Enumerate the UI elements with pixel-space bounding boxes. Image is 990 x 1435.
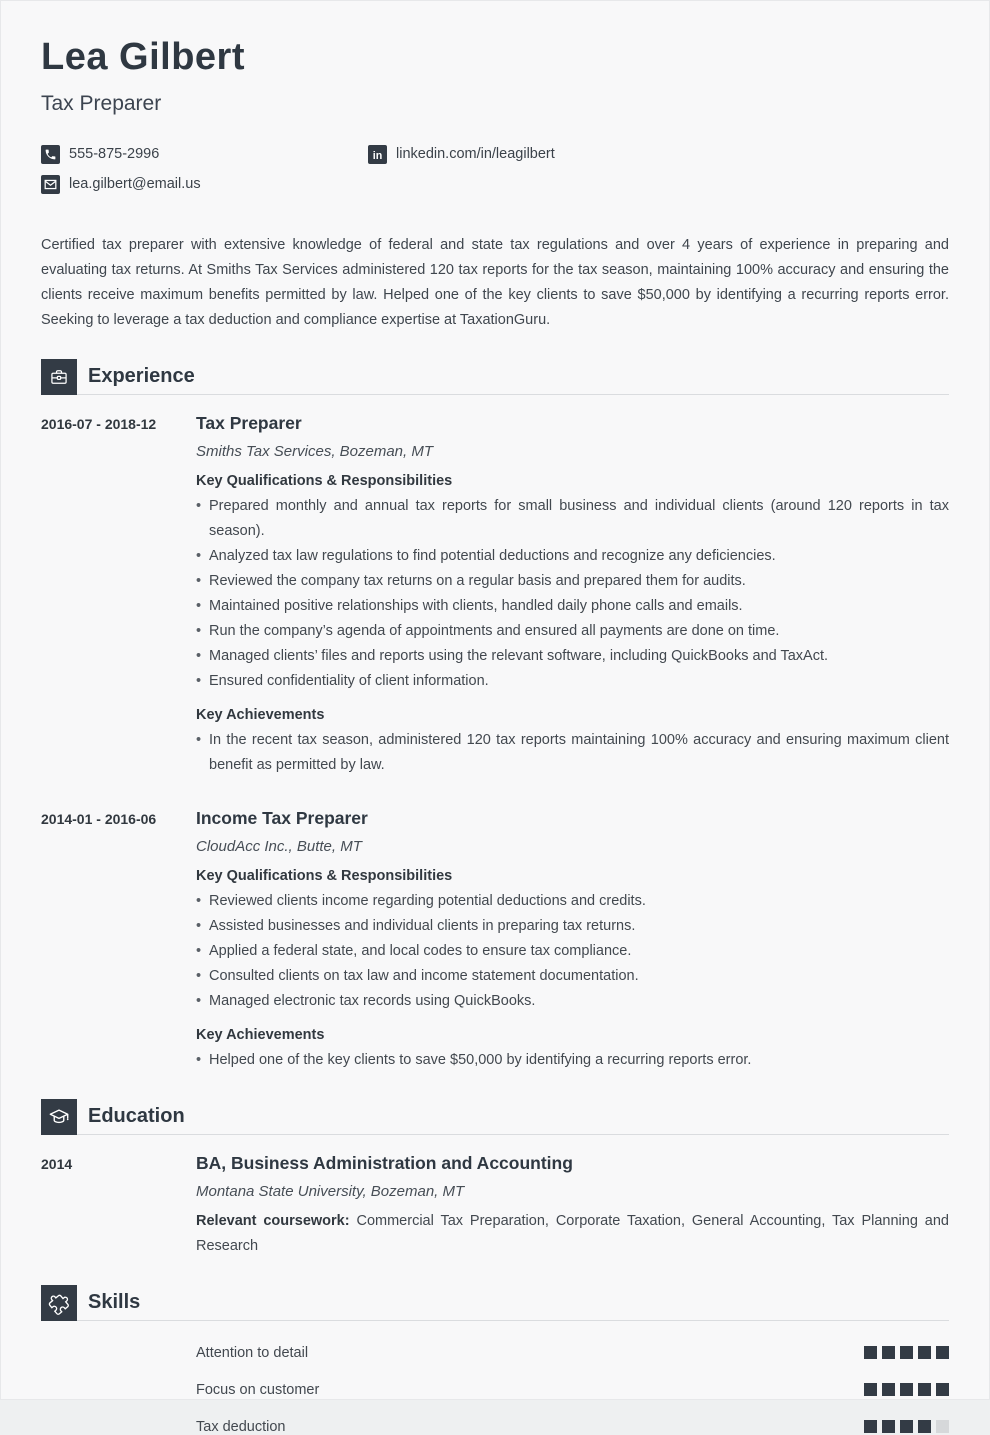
section-title-education: Education bbox=[77, 1099, 949, 1135]
skill-level-square bbox=[864, 1346, 877, 1359]
bullet-item: • Ensured confidentiality of client information. bbox=[196, 669, 949, 694]
contact-linkedin bbox=[368, 145, 949, 164]
bullet-item: • Prepared monthly and annual tax reports for small business and individual clients (around 120 reports in tax season). bbox=[196, 494, 949, 544]
email-icon bbox=[41, 175, 60, 194]
skill-level-square bbox=[882, 1420, 895, 1433]
job-title: Tax Preparer bbox=[196, 412, 302, 433]
job-dates: 2014-01 - 2016-06 bbox=[41, 810, 157, 827]
skill-level bbox=[864, 1346, 949, 1359]
skill-level bbox=[864, 1383, 949, 1396]
puzzle-piece-icon bbox=[41, 1285, 77, 1321]
responsibilities-label: Key Qualifications & Responsibilities bbox=[196, 472, 453, 489]
bullet-item: • Maintained positive relationships with clients, handled daily phone calls and emails. bbox=[196, 594, 949, 619]
bullet-item: • Analyzed tax law regulations to find potential deductions and recognize any deficiencies. bbox=[196, 544, 949, 569]
skill-level-square bbox=[882, 1346, 895, 1359]
email-address: lea.gilbert@email.us bbox=[69, 176, 201, 193]
responsibilities-label: Key Qualifications & Responsibilities bbox=[196, 867, 453, 884]
degree-title: BA, Business Administration and Accounting bbox=[196, 1152, 573, 1173]
skill-level bbox=[864, 1420, 949, 1433]
skill-level-square bbox=[936, 1346, 949, 1359]
section-header-experience bbox=[41, 359, 949, 395]
skill-label: Focus on customer bbox=[196, 1381, 320, 1398]
coursework-line bbox=[196, 1209, 949, 1259]
experience-entry-1 bbox=[41, 413, 949, 778]
bullet-item: • Applied a federal state, and local codes to ensure tax compliance. bbox=[196, 939, 949, 964]
skill-level-square bbox=[918, 1420, 931, 1433]
bullet-item: • Reviewed the company tax returns on a regular basis and prepared them for audits. bbox=[196, 569, 949, 594]
skill-row bbox=[196, 1419, 949, 1435]
bullet-item: • Managed clients’ files and reports using the relevant software, including QuickBooks and TaxAct. bbox=[196, 644, 949, 669]
skill-label: Tax deduction bbox=[196, 1418, 286, 1435]
skill-level-square bbox=[882, 1383, 895, 1396]
contact-info bbox=[41, 145, 949, 194]
achievements-list bbox=[196, 728, 949, 778]
job-title: Income Tax Preparer bbox=[196, 807, 368, 828]
job-dates: 2016-07 - 2018-12 bbox=[41, 415, 157, 432]
person-name: Lea Gilbert bbox=[41, 36, 245, 78]
bullet-item: • Managed electronic tax records using QuickBooks. bbox=[196, 989, 949, 1014]
section-title-skills: Skills bbox=[77, 1285, 949, 1321]
professional-summary: Certified tax preparer with extensive knowledge of federal and state tax regulations and over 4 years of experience in preparing and evaluating tax returns. At Smiths Tax Services administered 120 tax reports for the tax season, maintaining 100% accuracy and ensuring the clients receive maximum benefits permitted by law. Helped one of the key clients to save $50,000 by identifying a recurring reports error. Seeking to leverage a tax deduction and compliance expertise at TaxationGuru. bbox=[41, 236, 949, 328]
skill-level-square bbox=[900, 1420, 913, 1433]
achievements-label: Key Achievements bbox=[196, 1026, 325, 1043]
job-company: CloudAcc Inc., Butte, MT bbox=[196, 837, 362, 855]
responsibilities-list bbox=[196, 494, 949, 694]
skill-level-square bbox=[900, 1383, 913, 1396]
resume-header bbox=[41, 37, 949, 194]
contact-email bbox=[41, 175, 368, 194]
bullet-item: • Consulted clients on tax law and income statement documentation. bbox=[196, 964, 949, 989]
skill-label: Attention to detail bbox=[196, 1344, 309, 1361]
skill-level-square bbox=[936, 1420, 949, 1433]
skill-row bbox=[196, 1382, 949, 1398]
bullet-item: • Reviewed clients income regarding potential deductions and credits. bbox=[196, 889, 949, 914]
bullet-item: • Assisted businesses and individual clients in preparing tax returns. bbox=[196, 914, 949, 939]
education-entry bbox=[41, 1153, 949, 1259]
person-job-title: Tax Preparer bbox=[41, 91, 162, 115]
coursework-text: Commercial Tax Preparation, Corporate Taxation, General Accounting, Tax Planning and Research bbox=[196, 1212, 949, 1254]
bullet-item: • Run the company’s agenda of appointments and ensured all payments are done on time. bbox=[196, 619, 949, 644]
achievements-list bbox=[196, 1048, 949, 1073]
coursework-label: Relevant coursework: bbox=[196, 1212, 350, 1229]
briefcase-icon bbox=[41, 359, 77, 395]
skill-level-square bbox=[918, 1346, 931, 1359]
phone-icon bbox=[41, 145, 60, 164]
achievements-label: Key Achievements bbox=[196, 706, 325, 723]
responsibilities-list bbox=[196, 889, 949, 1014]
linkedin-url: linkedin.com/in/leagilbert bbox=[396, 146, 555, 163]
section-header-education bbox=[41, 1099, 949, 1135]
skill-level-square bbox=[864, 1420, 877, 1433]
skill-level-square bbox=[918, 1383, 931, 1396]
contact-phone bbox=[41, 145, 368, 164]
bullet-item: • In the recent tax season, administered 120 tax reports maintaining 100% accuracy and ensuring maximum client benefit as permitted by law. bbox=[196, 728, 949, 778]
bullet-item: • Helped one of the key clients to save $50,000 by identifying a recurring reports error. bbox=[196, 1048, 949, 1073]
section-title-experience: Experience bbox=[77, 359, 949, 395]
job-company: Smiths Tax Services, Bozeman, MT bbox=[196, 442, 434, 460]
svg-text:in: in bbox=[372, 149, 383, 162]
skills-list bbox=[41, 1345, 949, 1435]
section-header-skills bbox=[41, 1285, 949, 1321]
phone-number: 555-875-2996 bbox=[69, 146, 160, 163]
skill-level-square bbox=[864, 1383, 877, 1396]
linkedin-icon bbox=[368, 145, 387, 164]
skill-level-square bbox=[936, 1383, 949, 1396]
experience-entry-2 bbox=[41, 808, 949, 1073]
education-year: 2014 bbox=[41, 1155, 73, 1172]
school-name: Montana State University, Bozeman, MT bbox=[196, 1182, 465, 1200]
graduation-cap-icon bbox=[41, 1099, 77, 1135]
skill-level-square bbox=[900, 1346, 913, 1359]
skill-row bbox=[196, 1345, 949, 1361]
